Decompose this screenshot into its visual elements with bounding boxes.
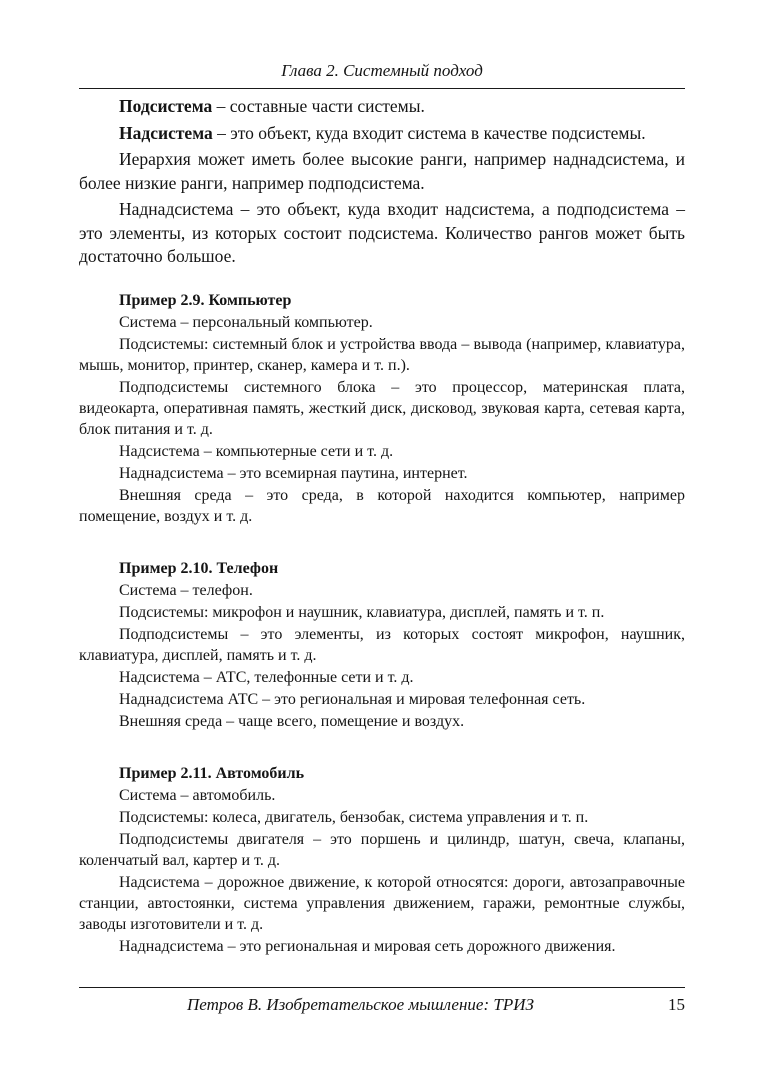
definition-text: – составные части системы. <box>212 96 425 116</box>
example-line: Система – телефон. <box>119 581 253 599</box>
example-line: Подсистемы: микрофон и наушник, клавиатура, дисплей, память и т. п. <box>119 603 605 621</box>
example-line: Система – автомобиль. <box>119 786 276 804</box>
example-line: Наднадсистема – это всемирная паутина, интернет. <box>119 464 468 482</box>
example-line: Внешняя среда – это среда, в которой находится компьютер, например помещение, воздух и т. д. <box>79 486 685 525</box>
example-car <box>79 763 685 957</box>
example-line: Подподсистемы системного блока – это процессор, материнская плата, видеокарта, оперативная память, жесткий диск, дисковод, звуковая карта, сетевая карта, блок питания и т. д. <box>79 378 685 438</box>
page-body <box>79 95 685 958</box>
example-line: Подсистемы: колеса, двигатель, бензобак, система управления и т. п. <box>119 808 589 826</box>
example-phone <box>79 558 685 732</box>
footer-rule <box>79 987 685 988</box>
definition-paragraph <box>79 198 685 269</box>
running-footer <box>79 993 685 1017</box>
running-header: Глава 2. Системный подход <box>281 61 483 80</box>
example-computer <box>79 290 685 527</box>
definition-paragraph <box>79 148 685 195</box>
example-line: Подподсистемы – это элементы, из которых состоят микрофон, наушник, клавиатура, дисплей, память и т. д. <box>79 625 685 664</box>
example-line: Наднадсистема АТС – это региональная и мировая телефонная сеть. <box>119 690 586 708</box>
definition-text: – это объект, куда входит система в качестве подсистемы. <box>212 122 646 143</box>
page-number: 15 <box>668 995 685 1014</box>
definition-paragraph <box>79 122 685 146</box>
example-title: Пример 2.9. Компьютер <box>119 291 292 309</box>
example-line: Наднадсистема – это региональная и мировая сеть дорожного движения. <box>119 937 616 955</box>
example-line: Внешняя среда – чаще всего, помещение и воздух. <box>119 712 465 730</box>
definition-text: Иерархия может иметь более высокие ранги, например наднадсистема, и более низкие ранги, например подподсистема. <box>79 149 685 193</box>
definition-paragraph <box>79 95 685 119</box>
term: Подсистема <box>119 96 213 116</box>
example-line: Надсистема – дорожное движение, к которой относятся: дороги, автозаправочные станции, автостоянки, система управления движением, гаражи, ремонтные службы, заводы изготовители и т. д. <box>79 873 685 933</box>
example-line: Надсистема – АТС, телефонные сети и т. д. <box>119 668 414 686</box>
term: Надсистема <box>119 122 213 143</box>
example-title: Пример 2.10. Телефон <box>119 559 279 577</box>
example-line: Надсистема – компьютерные сети и т. д. <box>119 442 394 460</box>
definition-text: Наднадсистема – это объект, куда входит надсистема, а подподсистема – это элементы, из которых состоит подсистема. Количество рангов может быть достаточно большое. <box>79 199 685 266</box>
example-line: Подсистемы: системный блок и устройства ввода – вывода (например, клавиатура, мышь, монитор, принтер, сканер, камера и т. п.). <box>79 335 685 374</box>
example-line: Подподсистемы двигателя – это поршень и цилиндр, шатун, свеча, клапаны, коленчатый вал, картер и т. д. <box>79 830 685 869</box>
example-title: Пример 2.11. Автомобиль <box>119 764 305 782</box>
example-line: Система – персональный компьютер. <box>119 313 373 331</box>
header-rule <box>79 88 685 89</box>
definitions-block <box>79 95 685 269</box>
book-title: Петров В. Изобретательское мышление: ТРИЗ <box>187 995 534 1014</box>
